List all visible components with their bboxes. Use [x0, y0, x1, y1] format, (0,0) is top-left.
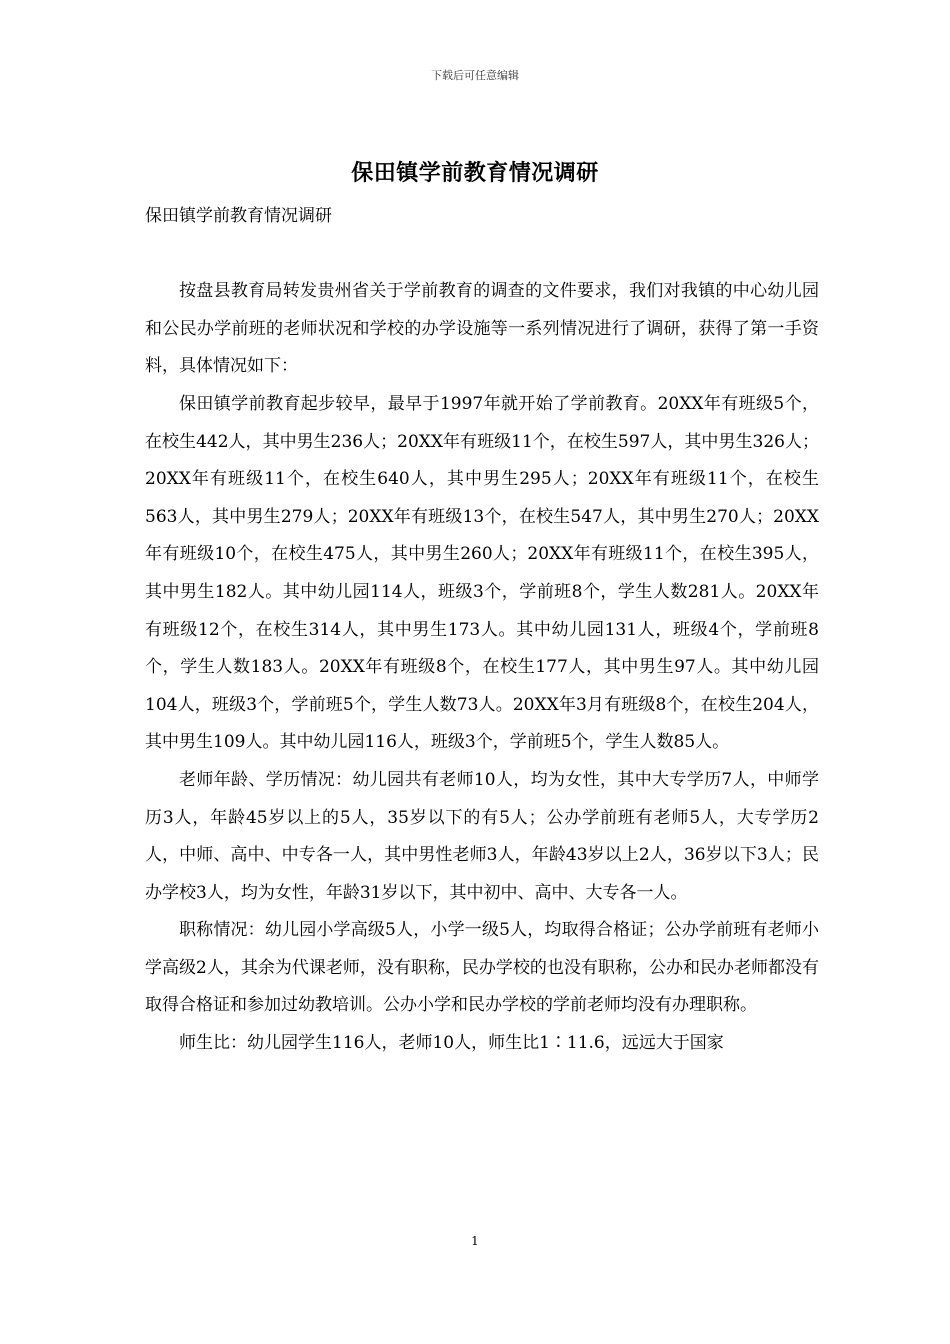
header-note: 下载后可任意编辑 — [431, 69, 519, 82]
document-subtitle: 保田镇学前教育情况调研 — [145, 206, 332, 226]
page-number: 1 — [471, 1234, 479, 1248]
paragraph-teacher-student-ratio: 师生比：幼儿园学生116人，老师10人，师生比1∶11.6，远远大于国家 — [179, 1033, 724, 1054]
paragraph-enrollment-history: 保田镇学前教育起步较早，最早于1997年就开始了学前教育。20XX年有班级5个，在校生442人，其中男生236人；20XX年有班级11个，在校生597人，其中男生326人；20XX年有班级11个，在校生640人，其中男生295人；20XX年有班级11个，在校生563人，其中男生279人；20XX年有班级13个，在校生547人，其中男生270人；20XX年有班级10个，在校生475人，其中男生260人；20XX年有班级11个，在校生395人，其中男生182人。其中幼儿园114人，班级3个，学前班8个，学生人数281人。20XX年有班级12个，在校生314人，其中男生173人。其中幼儿园131人，班级4个，学前班8个，学生人数183人。20XX年有班级8个，在校生177人，其中男生97人。其中幼儿园104人，班级3个，学前班5个，学生人数73人。20XX年3月有班级8个，在校生204人，其中男生109人。其中幼儿园116人，班级3个，学前班5个，学生人数85人。 — [145, 393, 819, 753]
blank-line — [145, 236, 819, 274]
paragraph-teacher-age-education: 老师年龄、学历情况：幼儿园共有老师10人，均为女性，其中大专学历7人，中师学历3人，年龄45岁以上的5人，35岁以下的有5人；公办学前班有老师5人，大专学历2人，中师、高中、中专各一人，其中男性老师3人，年龄43岁以上2人，36岁以下3人；民办学校3人，均为女性，年龄31岁以下，其中初中、高中、大专各一人。 — [145, 769, 819, 903]
paragraph-professional-titles: 职称情况：幼儿园小学高级5人，小学一级5人，均取得合格证；公办学前班有老师小学高级2人，其余为代课老师，没有职称，民办学校的也没有职称，公办和民办老师都没有取得合格证和参加过幼教培训。公办小学和民办学校的学前老师均没有办理职称。 — [145, 920, 819, 1016]
document-title: 保田镇学前教育情况调研 — [351, 160, 599, 186]
document-body — [145, 198, 819, 1063]
paragraph-intro: 按盘县教育局转发贵州省关于学前教育的调查的文件要求，我们对我镇的中心幼儿园和公民办学前班的老师状况和学校的办学设施等一系列情况进行了调研，获得了第一手资料，具体情况如下： — [145, 281, 819, 377]
